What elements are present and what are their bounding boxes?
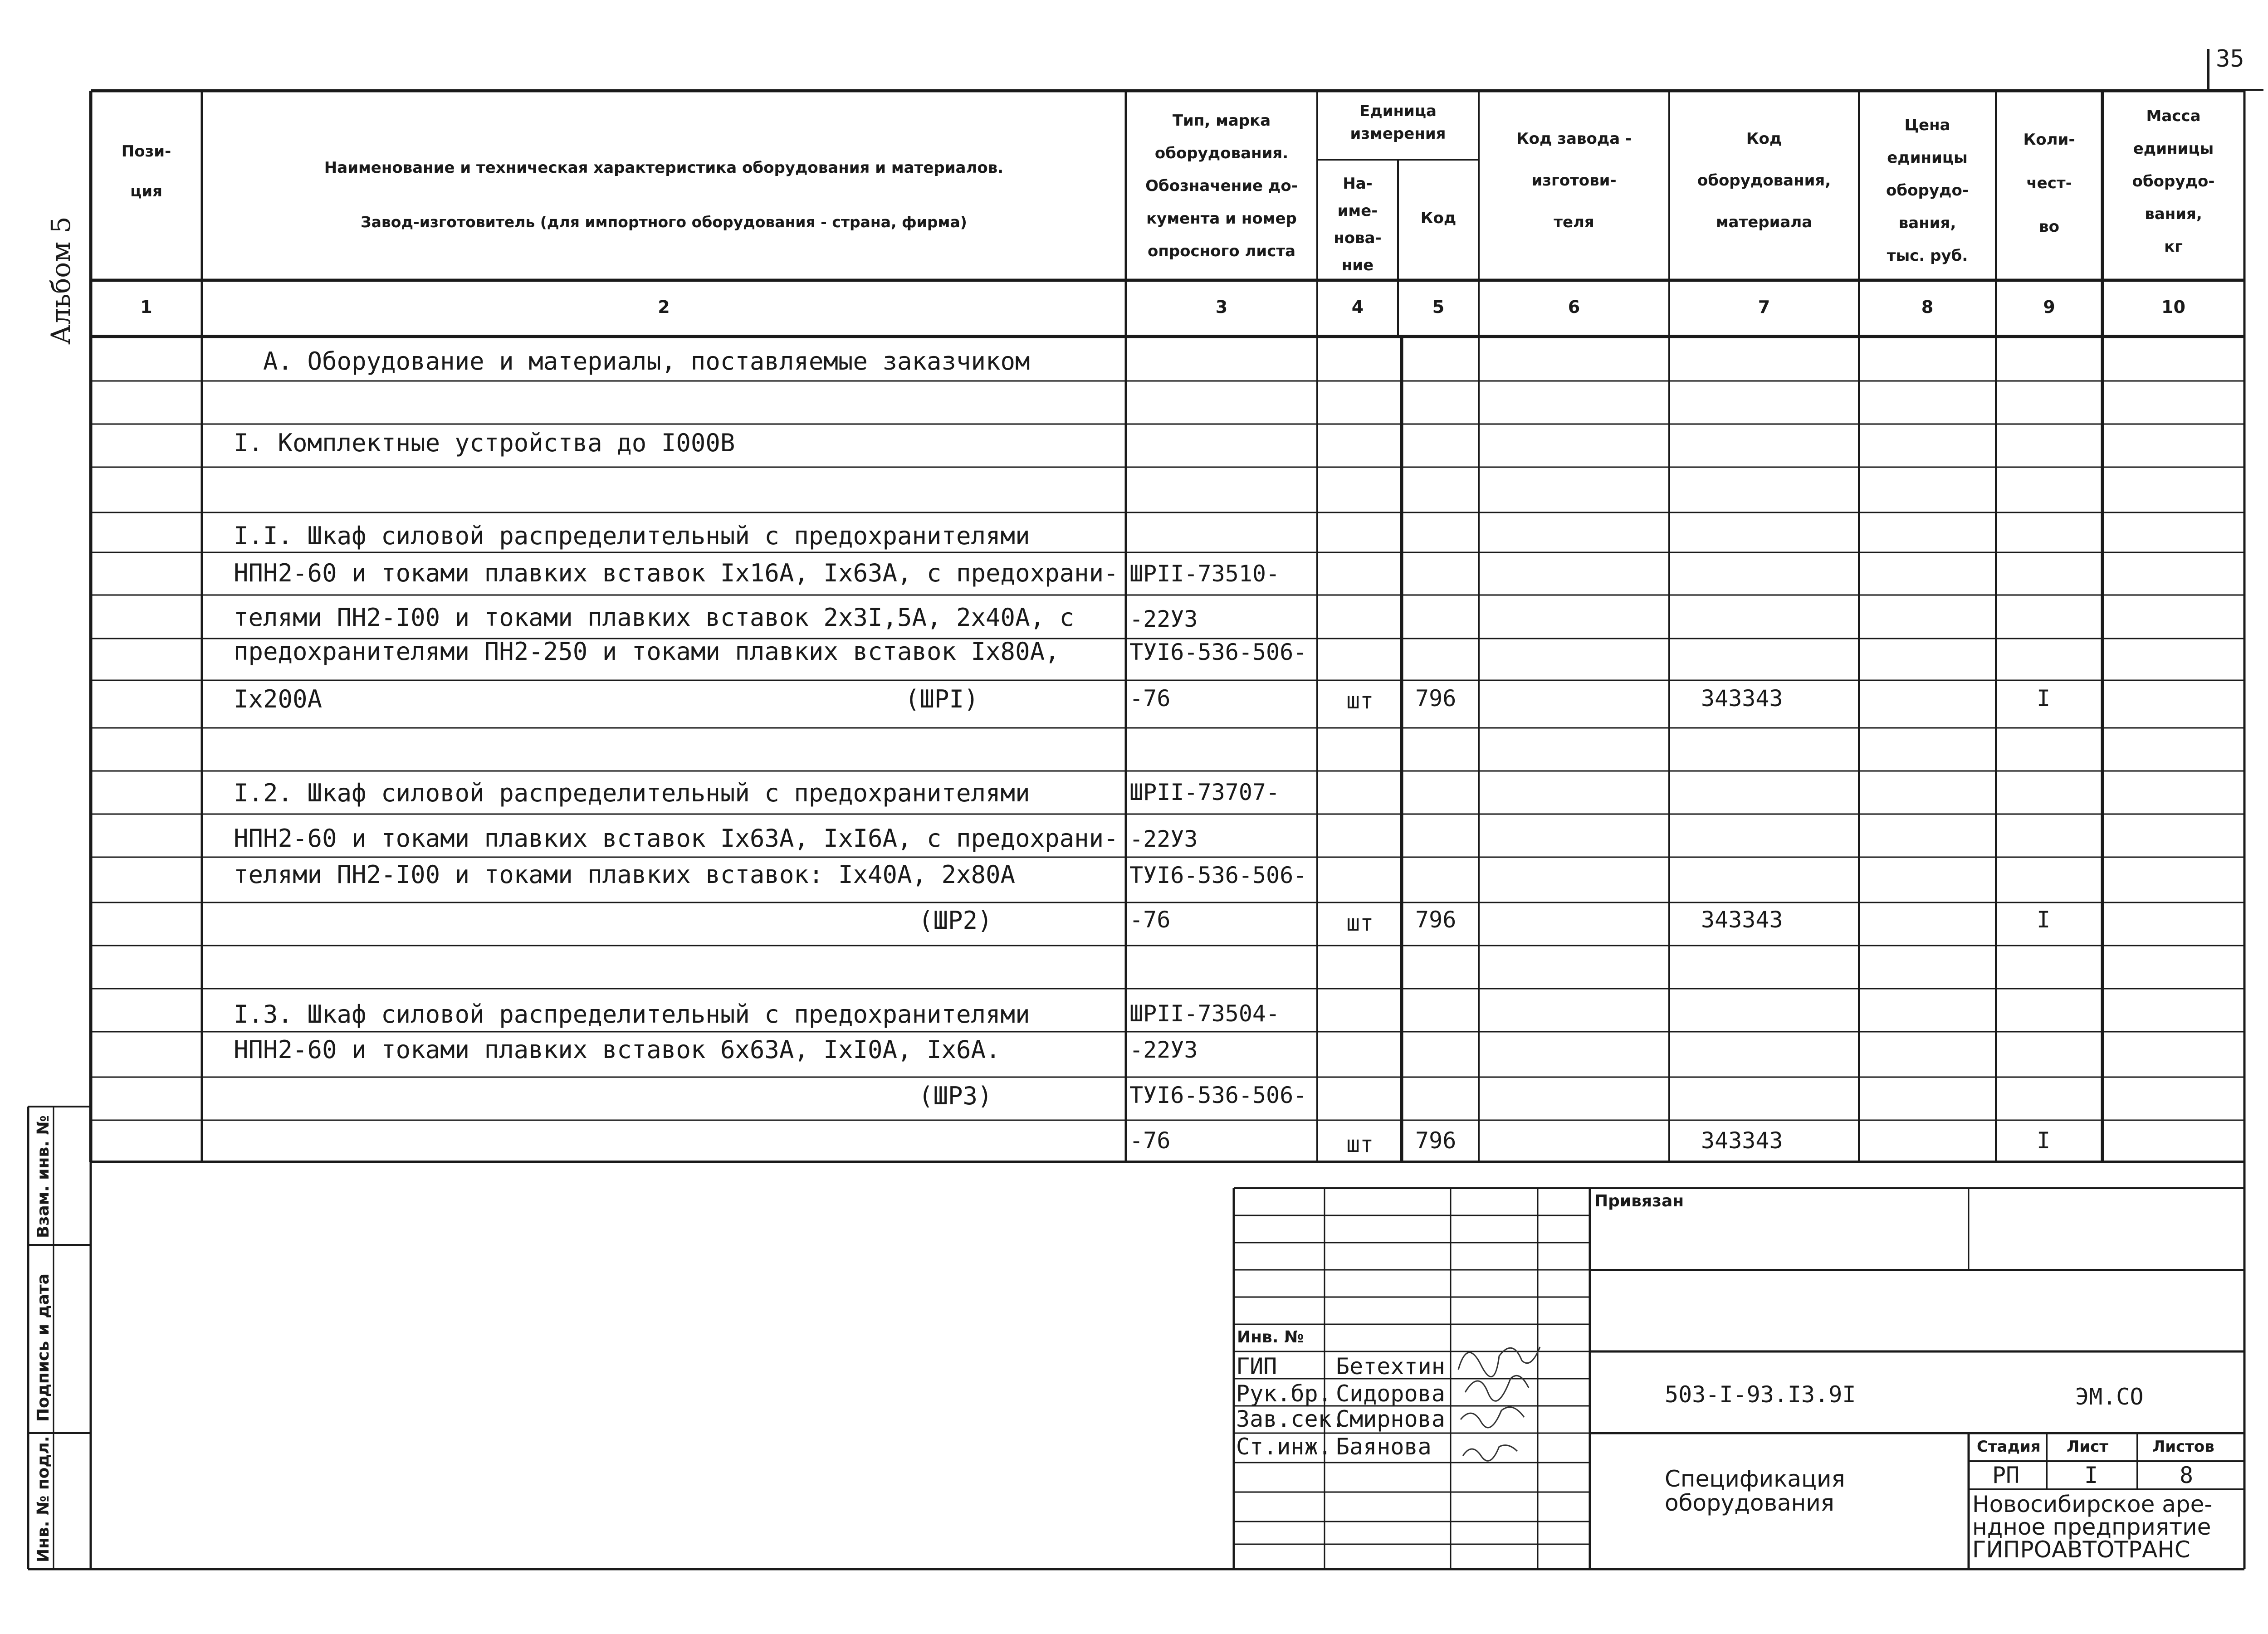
header-mass: Масса единицы оборудо- вания, кг: [2132, 107, 2215, 256]
col-number: 2: [658, 297, 670, 317]
item-1-1-type: -22У3: [1129, 606, 1198, 632]
stamp-name: Смирнова: [1336, 1406, 1445, 1432]
stamp-name: Сидорова: [1336, 1380, 1445, 1407]
stamp-sheet: I: [2084, 1462, 2098, 1488]
stamp-stage-label: Стадия: [1977, 1438, 2041, 1456]
section-1-title: I. Комплектные устройства до I000В: [234, 429, 735, 457]
item-1-1-type: ТУI6-536-506-: [1129, 639, 1307, 665]
stamp-document-code: 503-I-93.I3.9I: [1665, 1381, 1856, 1408]
unit-code: 796: [1415, 685, 1457, 712]
stamp-title: Спецификация оборудования: [1665, 1466, 1845, 1516]
item-1-2-line: НПН2-60 и токами плавких вставок Iх63А, IхI6А, с предохрани-: [234, 824, 1119, 853]
col-number: 6: [1568, 297, 1580, 317]
equip-code: 343343: [1701, 907, 1783, 933]
signature-scribbles: [1458, 1347, 1540, 1461]
item-1-1-line: телями ПН2-I00 и токами плавких вставок 2х3I,5А, 2х40А, с: [234, 603, 1075, 632]
item-1-2-line: телями ПН2-I00 и токами плавких вставок: Iх40А, 2х80А: [234, 860, 1016, 889]
qty: I: [2037, 1127, 2051, 1154]
item-1-2-type: ШРII-73707-: [1129, 779, 1280, 805]
item-1-1-tag: (ШРI): [905, 685, 979, 713]
col-number: 10: [2161, 297, 2185, 317]
item-1-3-type: -76: [1129, 1127, 1171, 1154]
page-number: 35: [2216, 45, 2244, 73]
stamp-sheets-label: Листов: [2152, 1438, 2214, 1456]
stamp-name: Бетехтин: [1336, 1353, 1445, 1380]
header-position: Пози- ция: [121, 142, 171, 200]
col-number: 4: [1351, 297, 1364, 317]
header-equip-code: Код оборудования, материала: [1697, 130, 1831, 231]
equip-code: 343343: [1701, 685, 1783, 712]
header-unit-name: На- име- нова- ние: [1334, 175, 1382, 274]
item-1-1-type: ШРII-73510-: [1129, 561, 1280, 587]
item-1-1-line: Iх200А: [234, 685, 323, 713]
col-number: 5: [1432, 297, 1445, 317]
unit-name: шт: [1346, 688, 1374, 714]
unit-name: шт: [1346, 1131, 1374, 1157]
item-1-2-type: ТУI6-536-506-: [1129, 862, 1307, 888]
stamp-role: Рук.бр.: [1236, 1380, 1332, 1407]
header-price: Цена единицы оборудо- вания, тыс. руб.: [1886, 116, 1969, 265]
item-1-1-type: -76: [1129, 685, 1171, 712]
stamp-mark: ЭМ.СО: [2075, 1384, 2144, 1410]
item-1-3-type: ШРII-73504-: [1129, 1000, 1280, 1027]
equip-code: 343343: [1701, 1127, 1783, 1154]
unit-code: 796: [1415, 907, 1457, 933]
stamp-role: Зав.сек.: [1236, 1406, 1345, 1432]
stamp-name: Баянова: [1336, 1434, 1432, 1460]
header-unit-code: Код: [1420, 209, 1457, 227]
item-1-3-line: I.3. Шкаф силовой распределительный с предохранителями: [234, 1000, 1030, 1029]
qty: I: [2037, 907, 2051, 933]
item-1-3-type: -22У3: [1129, 1037, 1198, 1063]
unit-code: 796: [1415, 1127, 1457, 1154]
unit-name: шт: [1346, 910, 1374, 936]
side-label-inv-podl: Инв. № подл.: [34, 1436, 53, 1562]
qty: I: [2037, 685, 2051, 712]
side-label-signature-date: Подпись и дата: [34, 1273, 53, 1422]
header-qty: Коли- чест- во: [2023, 131, 2075, 236]
item-1-1-line: НПН2-60 и токами плавких вставок Iх16А, Iх63А, с предохрани-: [234, 559, 1119, 587]
header-unit: Единица измерения: [1350, 102, 1446, 143]
stamp-role: ГИП: [1236, 1353, 1277, 1380]
album-label: Альбом 5: [45, 216, 76, 345]
col-number: 8: [1921, 297, 1934, 317]
item-1-2-type: -22У3: [1129, 826, 1198, 852]
item-1-3-type: ТУI6-536-506-: [1129, 1082, 1307, 1108]
item-1-2-type: -76: [1129, 907, 1171, 933]
stamp-sheets: 8: [2180, 1462, 2194, 1488]
stamp-organization: Новосибирское аре- ндное предприятие ГИПРОАВТОТРАНС: [1972, 1491, 2213, 1563]
item-1-1-line: I.I. Шкаф силовой распределительный с предохранителями: [234, 522, 1030, 550]
item-1-3-tag: (ШР3): [919, 1082, 992, 1110]
header-name: Наименование и техническая характеристика оборудования и материалов. Завод-изготовитель (для импортного оборудования - страна, фирма): [324, 159, 1004, 231]
stamp-role: Ст.инж.: [1236, 1434, 1332, 1460]
stamp-inv-no: Инв. №: [1237, 1328, 1304, 1346]
col-number: 3: [1215, 297, 1228, 317]
item-1-1-line: предохранителями ПН2-250 и токами плавких вставок Iх80А,: [234, 637, 1060, 666]
side-label-vzam-inv: Взам. инв. №: [34, 1115, 53, 1238]
item-1-2-line: I.2. Шкаф силовой распределительный с предохранителями: [234, 779, 1030, 807]
section-a-title: А. Оборудование и материалы, поставляемые заказчиком: [263, 347, 1030, 376]
col-number: 9: [2043, 297, 2055, 317]
stamp-stage: РП: [1992, 1462, 2020, 1488]
item-1-2-tag: (ШР2): [919, 906, 992, 935]
col-number: 1: [140, 297, 152, 317]
col-number: 7: [1758, 297, 1770, 317]
header-plant-code: Код завода - изготови- теля: [1516, 130, 1632, 231]
stamp-privyazan: Привязан: [1594, 1192, 1684, 1210]
item-1-3-line: НПН2-60 и токами плавких вставок 6х63А, IхI0А, Iх6А.: [234, 1035, 1001, 1064]
header-type: Тип, марка оборудования. Обозначение до- кумента и номер опросного листа: [1145, 112, 1298, 260]
stamp-sheet-label: Лист: [2067, 1438, 2108, 1456]
